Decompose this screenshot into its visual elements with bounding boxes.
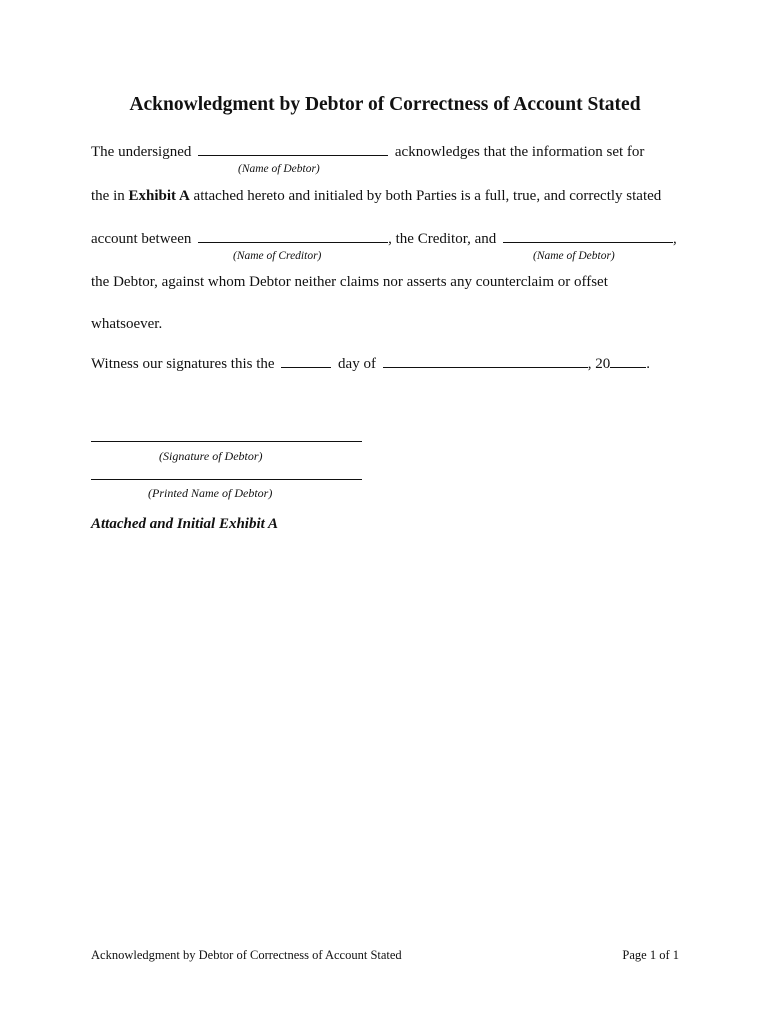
creditor-name-hint: (Name of Creditor): [233, 250, 322, 262]
year-blank[interactable]: [610, 354, 646, 368]
line-3-comma: ,: [673, 231, 677, 247]
undersigned-label: The undersigned: [91, 144, 192, 160]
acknowledges-text: acknowledges that the information set for: [394, 144, 645, 160]
witness-label: Witness our signatures this the: [91, 356, 275, 372]
debtor-name-blank-2[interactable]: [503, 229, 673, 243]
document-title: Acknowledgment by Debtor of Correctness of Account Stated: [129, 94, 641, 115]
creditor-and-text: , the Creditor, and: [388, 231, 497, 247]
printed-name-line[interactable]: [91, 479, 362, 480]
paragraph-line-4: the Debtor, against whom Debtor neither claims nor asserts any counterclaim or offset: [91, 274, 608, 290]
footer-title: Acknowledgment by Debtor of Correctness of Account Stated: [91, 948, 402, 962]
printed-name-label: (Printed Name of Debtor): [148, 486, 273, 500]
witness-line: [91, 354, 650, 373]
paragraph-line-2: [91, 188, 661, 205]
month-blank[interactable]: [383, 354, 588, 368]
paragraph-line-1: [91, 142, 644, 161]
day-of-label: day of: [338, 356, 376, 372]
paragraph-line-5: whatsoever.: [91, 316, 163, 332]
creditor-name-blank[interactable]: [198, 229, 388, 243]
debtor-name-blank[interactable]: [198, 142, 388, 156]
page-number: Page 1 of 1: [622, 948, 679, 962]
witness-period: .: [646, 356, 650, 372]
signature-line[interactable]: [91, 441, 362, 442]
debtor-name-hint: (Name of Debtor): [238, 163, 320, 175]
line-2-start: the in: [91, 188, 125, 204]
account-between-label: account between: [91, 231, 192, 247]
day-blank[interactable]: [281, 354, 331, 368]
debtor-name-hint-2: (Name of Debtor): [533, 250, 615, 262]
exhibit-note: Attached and Initial Exhibit A: [91, 516, 278, 532]
signature-label: (Signature of Debtor): [159, 449, 263, 463]
line-2-end: attached hereto and initialed by both Parties is a full, true, and correctly stated: [193, 188, 662, 204]
year-prefix: , 20: [587, 356, 611, 372]
exhibit-a-reference: Exhibit A: [128, 188, 190, 204]
paragraph-line-3: [91, 229, 677, 248]
